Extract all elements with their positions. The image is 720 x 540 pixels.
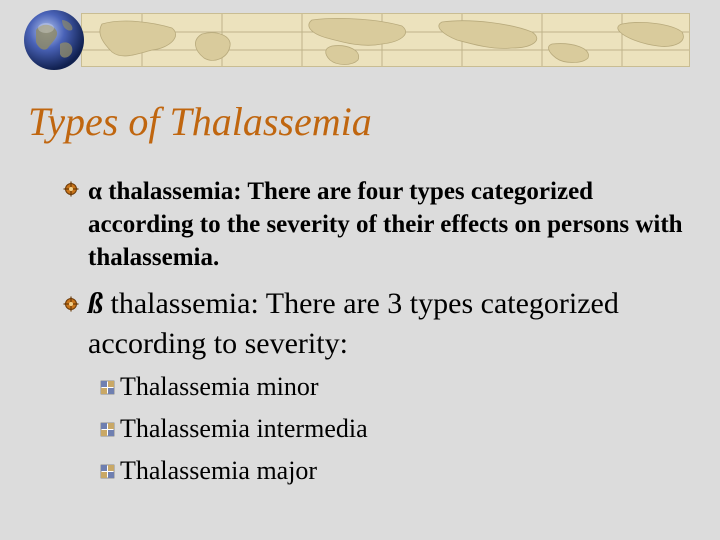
bullet-beta-text [88,284,688,364]
globe-icon [22,8,86,72]
slide-title: Types of Thalassemia [28,99,372,144]
subtype-minor: Thalassemia minor [120,372,319,401]
bullet-icon [63,296,79,312]
sub-bullet-icon [100,422,115,437]
alpha-description: thalassemia: There are four types categorized according to the severity of their effects on persons with thalassemia. [88,178,683,271]
subtype-intermedia: Thalassemia intermedia [120,414,368,443]
world-map-icon [81,13,690,67]
bullet-icon [63,181,79,197]
bullet-alpha-text [88,175,688,274]
beta-description: thalassemia: There are 3 types categorized according to severity: [88,287,619,360]
beta-symbol: ß [88,287,103,320]
sub-bullet-icon [100,464,115,479]
subtype-major: Thalassemia major [120,456,318,485]
sub-bullet-icon [100,380,115,395]
alpha-symbol: α [88,178,102,205]
